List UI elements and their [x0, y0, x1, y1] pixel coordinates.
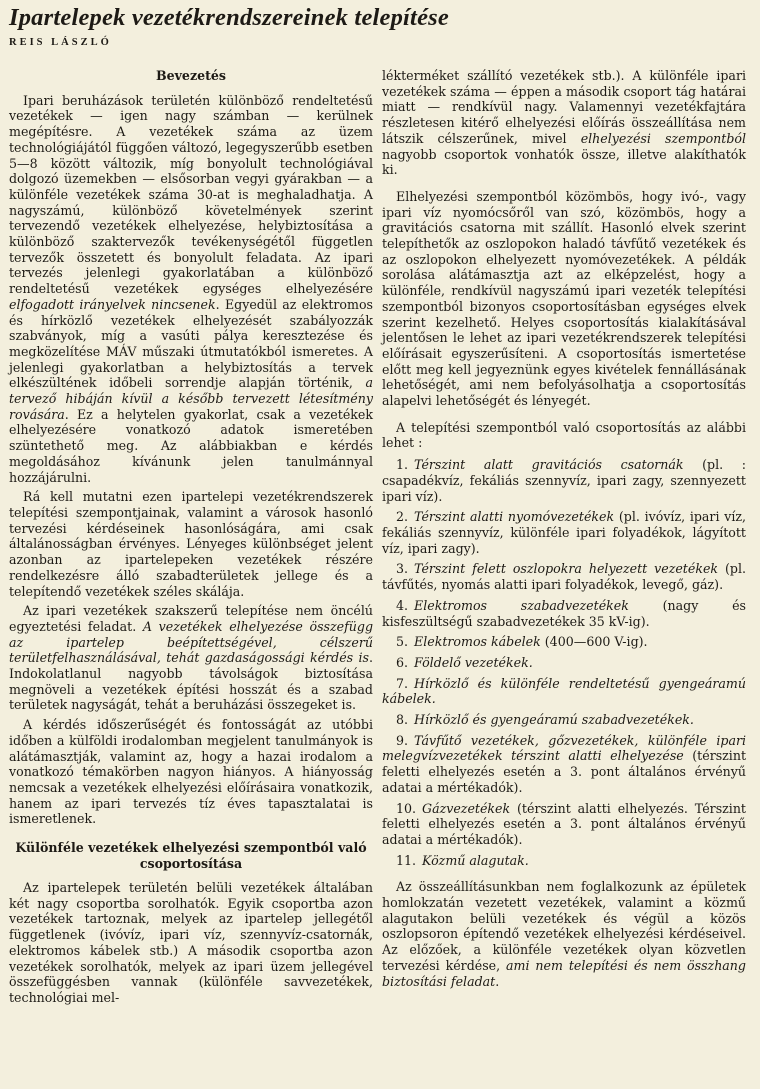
paragraph	[382, 879, 746, 989]
list-item-title: Hírközlő és gyengeáramú szabadvezetékek.	[414, 712, 694, 728]
article-author: REIS LÁSZLÓ	[9, 37, 112, 48]
list-item-number: 4.	[396, 597, 409, 613]
list-item-title: Hírközlő és különféle rendeltetésű gyengeáramú kábelek.	[382, 675, 746, 707]
list-item-title: Elektromos szabadvezetékek	[414, 597, 629, 613]
text-run: . Ez a helytelen gyakorlat, csak a vezetékek elhelyezésére vonatkozó adatok ismeretében szüntethető meg. Az alábbiakban e kérdés megoldásához kívánunk jelen tanulmánnyal hozzájárulni.	[9, 406, 373, 485]
paragraph: Rá kell mutatni ezen ipartelepi vezetékrendszerek telepítési szempontjainak, valamint a városok hasonló tervezési kérdéseinek hasonlóságára, ami csak általánosságban érvényes. Lényeges különbséget jelent azonban az ipartelepeken vezetékek részére rendelkezésre álló szabadterületek jellege és a telepítendő vezetékek széles skálája.	[9, 489, 373, 599]
paragraph: Elhelyezési szempontból közömbös, hogy ivó-, vagy ipari víz nyomócsőről van szó, közömbös, hogy a gravitációs csatorna mit szállít. Hasonló elvek szerint telepíthetők az oszlopokon haladó távfűtő vezetékek és az oszlopokon elhelyezett nyomóvezetékek. A példák sorolása alátámasztja azt az elképzelést, hogy a különféle, rendkívül nagyszámú ipari vezeték telepítési szempontból bizonyos csoportosításban egységes elvek szerint kezelhető. Helyes csoportosítás kialakításával jelentősen le lehet az ipari vezetékrendszerek telepítési előírásait egyszerűsíteni. A csoportosítás ismertetése előtt meg kell jegyeznünk egyes kivételek fennállásának lehetőségét, ami nem befolyásolhatja a csoportosítás alapelvi lehetőségét és lényegét.	[382, 188, 746, 409]
list-item-title: Földelő vezetékek.	[414, 654, 533, 670]
list-item-number: 10.	[396, 800, 417, 816]
list-item-detail: (térszint feletti elhelyezés esetén a 3. pont általános érvényű adatai a mértékadók).	[382, 748, 747, 795]
list-item-number: 3.	[396, 561, 409, 577]
list-item	[382, 676, 746, 707]
emphasis-text: A vezetékek elhelyezése összefügg az ipartelep beépítettségével, célszerű területfelhasználásával, tehát gazdaságossági kérdés is	[9, 618, 374, 666]
list-item-detail: (pl. : csapadékvíz, fekáliás szennyvíz, ipari zagy, szennyezett ipari víz).	[382, 457, 746, 504]
article-title: Ipartelepek vezetékrendszereinek telepítése	[9, 4, 449, 31]
list-item	[382, 561, 746, 592]
list-item-title: Térszint alatt gravitációs csatornák	[414, 457, 684, 473]
paragraph: Az ipartelepek területén belüli vezetékek általában két nagy csoportba sorolhatók. Egyik csoportba azon vezetékek tartoznak, melyek az ipartelep jellegétől függetlenek (ivóvíz, ipari víz, szennyvíz-csatornák, elektromos kábelek stb.) A második csoportba azon vezetékek sorolhatók, melyek az ipari üzem jellegével összefüggésben vannak (különféle savvezetékek, technológiai mel-	[9, 880, 373, 1005]
list-item-detail: (400—600 V-ig).	[540, 634, 648, 650]
list-item-title: Térszint alatti nyomóvezetékek	[414, 509, 615, 525]
list-item-number: 9.	[396, 732, 409, 748]
right-column	[382, 68, 746, 1010]
emphasis-text: ami nem telepítési és nem összhang biztosítási feladat	[382, 957, 746, 989]
list-item	[382, 655, 746, 671]
list-item-number: 5.	[396, 634, 409, 650]
text-run: .	[495, 973, 500, 989]
list-item	[382, 801, 746, 848]
list-item	[382, 853, 746, 869]
list-item	[382, 634, 746, 650]
heading-line: csoportosítása	[139, 856, 243, 872]
paragraph	[9, 603, 373, 713]
list-item-detail: (pl. ivóvíz, ipari víz, fekáliás szennyvíz, különféle ipari folyadékok, lágyított víz, ipari zagy).	[382, 509, 746, 556]
list-item-number: 7.	[396, 675, 409, 691]
list-item	[382, 457, 746, 504]
text-run: . Indokolatlanul nagyobb távolságok biztosítása megnöveli a vezetékek építési hosszát és a szabad területek nagyságát, tehát a beruházási összegeket is.	[9, 650, 373, 713]
left-column	[9, 68, 373, 1010]
list-item-title: Közmű alagutak.	[422, 852, 529, 868]
article-columns	[9, 68, 746, 1010]
text-run: . Egyedül az elektromos és hírközlő vezetékek elhelyezését szabályozzák szabványok, míg a vasúti pálya keresztezése és megközelítése MÁV műszaki útmutatókból ismeretes. A jelenlegi gyakorlatban a helybiztosítás a tervek elkészültének időbeli sorrendje alapján történik,	[9, 296, 373, 391]
list-item-title: Gázvezetékek	[422, 800, 511, 816]
text-run: Az összeállításunkban nem foglalkozunk az épületek homlokzatán vezetett vezetékek, valamint a közmű alagutakon belüli vezetékek és végül a közös oszlopsoron építendő vezetékek elhelyezési kérdéseivel. Az előzőek, a különféle vezetékek olyan közvetlen tervezési kérdése,	[382, 879, 746, 973]
list-item-number: 2.	[396, 509, 409, 525]
section-heading-intro: Bevezetés	[155, 68, 227, 83]
list-item-title: Térszint felett oszlopokra helyezett vezetékek	[414, 561, 719, 577]
text-run: lékterméket szállító vezetékek stb.). A különféle ipari vezetékek száma — éppen a második csoport tág határai miatt — rendkívül nagy. Valamennyi vezetékfajtára részletesen kitérő elhelyezési előírás összeállítása nem látszik célszerűnek, mivel	[382, 68, 746, 146]
list-item	[382, 509, 746, 556]
list-item-detail: (nagy és kisfeszültségű szabadvezetékek 35 kV-ig).	[382, 597, 746, 629]
grouping-list	[382, 457, 746, 868]
list-item	[382, 598, 746, 629]
list-item	[382, 712, 746, 728]
list-item-title: Elektromos kábelek	[414, 634, 541, 650]
text-run: nagyobb csoportok vonhatók össze, illetve alakíthatók ki.	[382, 146, 746, 178]
list-item-number: 11.	[396, 852, 417, 868]
heading-line: Különféle vezetékek elhelyezési szempontból való	[15, 840, 367, 856]
list-item-number: 1.	[396, 457, 409, 473]
list-item-number: 8.	[396, 712, 409, 728]
paragraph	[9, 93, 373, 486]
list-item-title: Távfűtő vezetékek, gőzvezetékek, különféle ipari melegvízvezetékek térszint alatti elhelyezése	[382, 732, 746, 764]
list-item	[382, 733, 746, 796]
paragraph	[382, 68, 746, 178]
section-heading-grouping	[9, 840, 373, 872]
emphasis-text: a tervező hibáján kívül a később tervezett létesítmény rovására	[9, 375, 373, 422]
paragraph: A kérdés időszerűségét és fontosságát az utóbbi időben a külföldi irodalomban megjelent tanulmányok is alátámasztják, valamint az, hogy a hazai irodalom a vonatkozó témakörben nagyon hiányos. A hiányosság nemcsak a vezetékek elhelyezési előírásaira vonatkozik, hanem az ipari tervezés tíz éves tapasztalatai is ismeretlenek.	[9, 717, 373, 827]
emphasis-text: elhelyezési szempontból	[580, 130, 747, 146]
emphasis-text: elfogadott irányelvek nincsenek	[9, 296, 216, 312]
paragraph: A telepítési szempontból való csoportosítás az alábbi lehet :	[382, 419, 746, 451]
list-item-number: 6.	[396, 654, 409, 670]
text-run: Az ipari vezetékek szakszerű telepítése nem öncélú egyeztetési feladat.	[9, 603, 373, 634]
list-item-detail: (pl. távfűtés, nyomás alatti ipari folyadékok, levegő, gáz).	[382, 561, 746, 593]
text-run: Ipari beruházások területén különböző rendeltetésű vezetékek — igen nagy számban — kerülnek megépítésre. A vezetékek száma az üzem technológiájától függően változó, legegyszerűbb esetben 5—8 között változik, míg bonyolult technológiával dolgozó üzemekben — elsősorban vegyi gyárakban — a különféle vezetékek száma 30-at is meghaladhatja. A nagyszámú, különböző követelmények szerint tervezendő vezetékek elhelyezése, helybiztosítása a különböző szaktervezők tevékenységétől független tervezők összetett és bonyolult feladata. Az ipari tervezés jelenlegi gyakorlatában a különböző rendeltetésű vezetékek egységes elhelyezésére	[9, 92, 373, 297]
list-item-detail: (térszint alatti elhelyezés. Térszint feletti elhelyezés esetén a 3. pont általános érvényű adatai a mértékadók).	[382, 800, 746, 847]
